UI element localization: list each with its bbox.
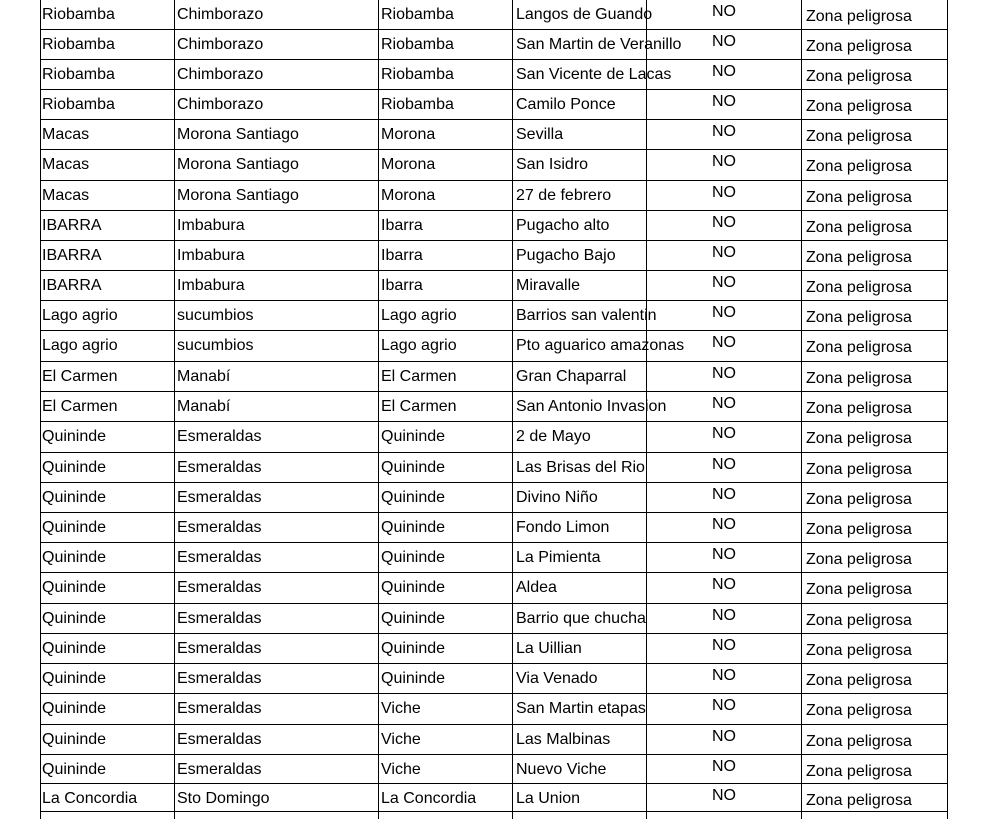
canton-cell: Morona xyxy=(381,187,436,204)
zone-cell: Zona peligrosa xyxy=(806,38,912,55)
canton-cell: Riobamba xyxy=(381,66,454,83)
status-cell: NO xyxy=(712,516,736,533)
status-cell: NO xyxy=(712,546,736,563)
status-cell: NO xyxy=(712,395,736,412)
status-cell: NO xyxy=(712,576,736,593)
canton-cell: Quininde xyxy=(381,670,446,687)
canton-cell: Morona xyxy=(381,126,436,143)
status-cell: NO xyxy=(712,728,736,745)
canton-cell: Ibarra xyxy=(381,247,423,264)
status-cell: NO xyxy=(712,63,736,80)
canton-cell: Quininde xyxy=(381,579,446,596)
zone-cell: Zona peligrosa xyxy=(806,309,912,326)
canton-cell: Viche xyxy=(381,761,421,778)
table-row xyxy=(40,181,948,211)
neighborhood-cell: Pugacho alto xyxy=(516,217,610,234)
canton-cell: Quininde xyxy=(381,519,446,536)
city-cell: IBARRA xyxy=(42,277,102,294)
table-row xyxy=(40,573,948,604)
neighborhood-cell: Langos de Guando xyxy=(516,6,653,23)
zone-cell: Zona peligrosa xyxy=(806,672,912,689)
table-row xyxy=(40,755,948,784)
status-cell: NO xyxy=(712,607,736,624)
zone-cell: Zona peligrosa xyxy=(806,98,912,115)
city-cell: Quininde xyxy=(42,549,107,566)
neighborhood-cell: Via Venado xyxy=(516,670,598,687)
canton-cell: Quininde xyxy=(381,549,446,566)
city-cell: Macas xyxy=(42,126,90,143)
province-cell: Morona Santiago xyxy=(177,156,299,173)
table-row xyxy=(40,604,948,634)
city-cell: Macas xyxy=(42,187,90,204)
neighborhood-cell: La Union xyxy=(516,790,581,807)
city-cell: Riobamba xyxy=(42,66,115,83)
table-row xyxy=(40,664,948,694)
table-row xyxy=(40,694,948,725)
city-cell: Macas xyxy=(42,156,90,173)
zone-cell: Zona peligrosa xyxy=(806,612,912,629)
province-cell: Morona Santiago xyxy=(177,187,299,204)
neighborhood-cell: Sevilla xyxy=(516,126,564,143)
status-cell: NO xyxy=(712,184,736,201)
status-cell: NO xyxy=(712,244,736,261)
province-cell: Esmeraldas xyxy=(177,731,262,748)
zone-cell: Zona peligrosa xyxy=(806,702,912,719)
canton-cell: El Carmen xyxy=(381,398,457,415)
status-cell: NO xyxy=(712,274,736,291)
status-cell: NO xyxy=(712,365,736,382)
table-row xyxy=(40,90,948,120)
province-cell: sucumbios xyxy=(177,307,254,324)
city-cell: Quininde xyxy=(42,459,107,476)
neighborhood-cell: San Martin etapas xyxy=(516,700,646,717)
status-cell: NO xyxy=(712,697,736,714)
zone-cell: Zona peligrosa xyxy=(806,68,912,85)
neighborhood-cell: Barrio que chucha xyxy=(516,610,646,627)
zone-cell: Zona peligrosa xyxy=(806,521,912,538)
canton-cell: Viche xyxy=(381,731,421,748)
province-cell: Manabí xyxy=(177,368,231,385)
status-cell: NO xyxy=(712,667,736,684)
status-cell: NO xyxy=(712,93,736,110)
canton-cell: Ibarra xyxy=(381,217,423,234)
province-cell: Esmeraldas xyxy=(177,640,262,657)
table-row xyxy=(40,331,948,362)
city-cell: Quininde xyxy=(42,670,107,687)
status-cell: NO xyxy=(712,214,736,231)
canton-cell: Riobamba xyxy=(381,6,454,23)
canton-cell: Quininde xyxy=(381,489,446,506)
neighborhood-cell: Pugacho Bajo xyxy=(516,247,616,264)
neighborhood-cell: Camilo Ponce xyxy=(516,96,616,113)
city-cell: Lago agrio xyxy=(42,337,118,354)
status-cell: NO xyxy=(712,153,736,170)
province-cell: Chimborazo xyxy=(177,6,264,23)
province-cell: Manabí xyxy=(177,398,231,415)
neighborhood-cell: San Antonio Invasion xyxy=(516,398,667,415)
zone-cell: Zona peligrosa xyxy=(806,158,912,175)
canton-cell: Quininde xyxy=(381,459,446,476)
city-cell: Quininde xyxy=(42,610,107,627)
zone-cell: Zona peligrosa xyxy=(806,763,912,780)
province-cell: Chimborazo xyxy=(177,96,264,113)
province-cell: Esmeraldas xyxy=(177,579,262,596)
table-row xyxy=(40,784,948,812)
city-cell: Quininde xyxy=(42,428,107,445)
status-cell: NO xyxy=(712,33,736,50)
city-cell: Quininde xyxy=(42,640,107,657)
zone-cell: Zona peligrosa xyxy=(806,400,912,417)
city-cell: Quininde xyxy=(42,731,107,748)
status-cell: NO xyxy=(712,456,736,473)
zone-cell: Zona peligrosa xyxy=(806,792,912,809)
table-row xyxy=(40,60,948,90)
status-cell: NO xyxy=(712,123,736,140)
city-cell: Quininde xyxy=(42,519,107,536)
table-row xyxy=(40,422,948,453)
zone-cell: Zona peligrosa xyxy=(806,491,912,508)
neighborhood-cell: 2 de Mayo xyxy=(516,428,591,445)
table-row xyxy=(40,150,948,181)
canton-cell: Viche xyxy=(381,700,421,717)
status-cell: NO xyxy=(712,3,736,20)
zone-cell: Zona peligrosa xyxy=(806,219,912,236)
province-cell: Chimborazo xyxy=(177,36,264,53)
province-cell: Esmeraldas xyxy=(177,549,262,566)
city-cell: Quininde xyxy=(42,761,107,778)
status-cell: NO xyxy=(712,304,736,321)
city-cell: IBARRA xyxy=(42,217,102,234)
province-cell: Esmeraldas xyxy=(177,519,262,536)
province-cell: Esmeraldas xyxy=(177,489,262,506)
status-cell: NO xyxy=(712,637,736,654)
table-row xyxy=(40,120,948,150)
neighborhood-cell: San Vicente de Lacas xyxy=(516,66,672,83)
province-cell: Imbabura xyxy=(177,277,245,294)
city-cell: Quininde xyxy=(42,489,107,506)
table-row xyxy=(40,513,948,543)
canton-cell: La Concordia xyxy=(381,790,477,807)
status-cell: NO xyxy=(712,758,736,775)
canton-cell: Lago agrio xyxy=(381,307,457,324)
zone-cell: Zona peligrosa xyxy=(806,430,912,447)
canton-cell: Quininde xyxy=(381,428,446,445)
zone-cell: Zona peligrosa xyxy=(806,733,912,750)
zone-cell: Zona peligrosa xyxy=(806,642,912,659)
province-cell: sucumbios xyxy=(177,337,254,354)
neighborhood-cell: Las Brisas del Rio xyxy=(516,459,645,476)
table-row xyxy=(40,241,948,271)
status-cell: NO xyxy=(712,486,736,503)
neighborhood-cell: Nuevo Viche xyxy=(516,761,607,778)
table-row xyxy=(40,0,948,30)
canton-cell: Riobamba xyxy=(381,36,454,53)
city-cell: Lago agrio xyxy=(42,307,118,324)
table-row xyxy=(40,392,948,422)
table-row xyxy=(40,211,948,241)
zone-cell: Zona peligrosa xyxy=(806,279,912,296)
neighborhood-cell: Divino Niño xyxy=(516,489,598,506)
neighborhood-cell: San Isidro xyxy=(516,156,589,173)
canton-cell: Quininde xyxy=(381,610,446,627)
city-cell: Riobamba xyxy=(42,6,115,23)
province-cell: Esmeraldas xyxy=(177,459,262,476)
city-cell: El Carmen xyxy=(42,368,118,385)
zone-cell: Zona peligrosa xyxy=(806,551,912,568)
zone-cell: Zona peligrosa xyxy=(806,249,912,266)
table-row xyxy=(40,543,948,573)
neighborhood-cell: La Uillian xyxy=(516,640,582,657)
status-cell: NO xyxy=(712,334,736,351)
province-cell: Esmeraldas xyxy=(177,428,262,445)
neighborhood-cell: Barrios san valentin xyxy=(516,307,657,324)
province-cell: Imbabura xyxy=(177,247,245,264)
city-cell: Riobamba xyxy=(42,36,115,53)
neighborhood-cell: 27 de febrero xyxy=(516,187,612,204)
neighborhood-cell: Pto aguarico amazonas xyxy=(516,337,685,354)
table-row xyxy=(40,725,948,755)
table-row xyxy=(40,483,948,513)
city-cell: El Carmen xyxy=(42,398,118,415)
canton-cell: Ibarra xyxy=(381,277,423,294)
city-cell: Quininde xyxy=(42,700,107,717)
status-cell: NO xyxy=(712,787,736,804)
city-cell: Riobamba xyxy=(42,96,115,113)
table-row xyxy=(40,453,948,483)
zone-cell: Zona peligrosa xyxy=(806,8,912,25)
province-cell: Imbabura xyxy=(177,217,245,234)
province-cell: Esmeraldas xyxy=(177,700,262,717)
neighborhood-cell: Las Malbinas xyxy=(516,731,611,748)
canton-cell: Quininde xyxy=(381,640,446,657)
neighborhood-cell: Aldea xyxy=(516,579,557,596)
province-cell: Morona Santiago xyxy=(177,126,299,143)
zone-cell: Zona peligrosa xyxy=(806,461,912,478)
table-row xyxy=(40,271,948,301)
province-cell: Esmeraldas xyxy=(177,610,262,627)
status-cell: NO xyxy=(712,425,736,442)
province-cell: Esmeraldas xyxy=(177,670,262,687)
canton-cell: Morona xyxy=(381,156,436,173)
city-cell: Quininde xyxy=(42,579,107,596)
province-cell: Chimborazo xyxy=(177,66,264,83)
city-cell: La Concordia xyxy=(42,790,138,807)
neighborhood-cell: Fondo Limon xyxy=(516,519,610,536)
zone-cell: Zona peligrosa xyxy=(806,189,912,206)
table-row xyxy=(40,301,948,331)
province-cell: Esmeraldas xyxy=(177,761,262,778)
zone-cell: Zona peligrosa xyxy=(806,128,912,145)
canton-cell: El Carmen xyxy=(381,368,457,385)
zone-cell: Zona peligrosa xyxy=(806,339,912,356)
city-cell: IBARRA xyxy=(42,247,102,264)
zone-cell: Zona peligrosa xyxy=(806,581,912,598)
table-row xyxy=(40,634,948,664)
neighborhood-cell: Miravalle xyxy=(516,277,581,294)
canton-cell: Lago agrio xyxy=(381,337,457,354)
neighborhood-cell: La Pimienta xyxy=(516,549,601,566)
neighborhood-cell: San Martin de Veranillo xyxy=(516,36,682,53)
canton-cell: Riobamba xyxy=(381,96,454,113)
table-row xyxy=(40,30,948,60)
neighborhood-cell: Gran Chaparral xyxy=(516,368,627,385)
province-cell: Sto Domingo xyxy=(177,790,270,807)
zone-cell: Zona peligrosa xyxy=(806,370,912,387)
table-row xyxy=(40,362,948,392)
